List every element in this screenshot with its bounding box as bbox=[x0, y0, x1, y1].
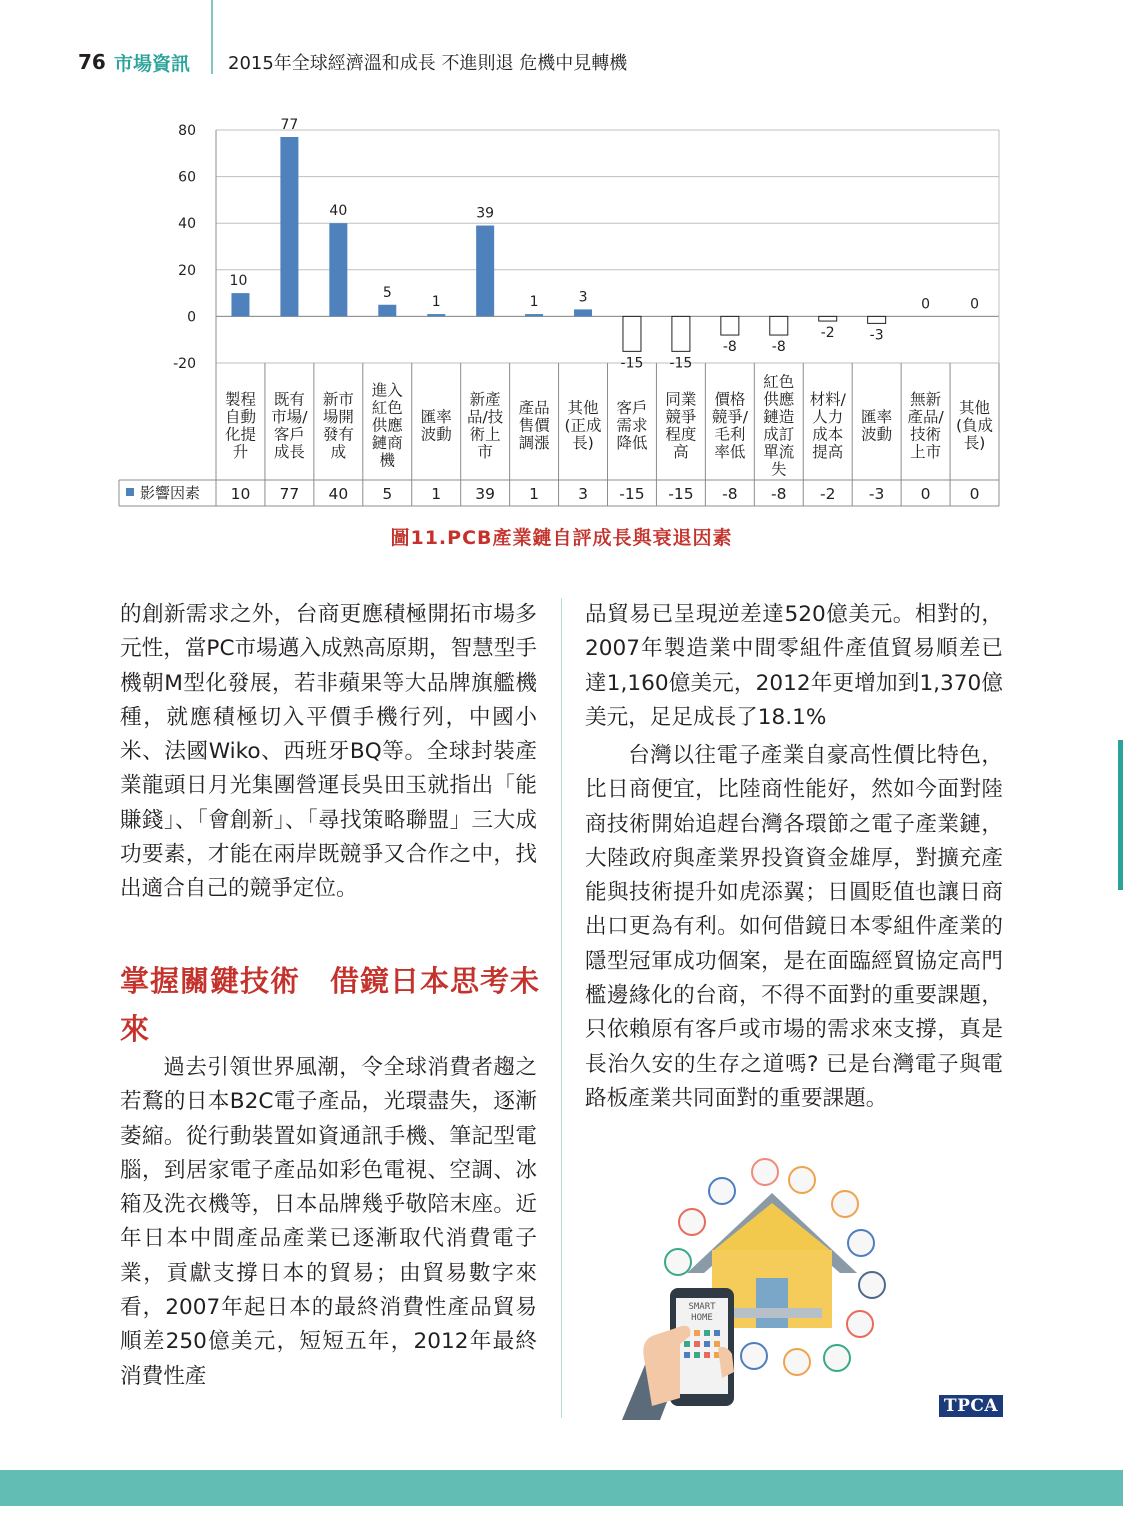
data-label: 77 bbox=[280, 116, 299, 133]
category-label: 機 bbox=[379, 451, 396, 470]
paragraph: 的創新需求之外，台商更應積極開拓市場多元性，當PC市場邁入成熟高原期，智慧型手機朝M型化發展，若非蘋果等大品牌旗艦機種，就應積極切入平價手機行列，中國小米、法國Wiko、西班牙BQ等。全球封裝產業龍頭日月光集團營運長吳田玉就指出「能賺錢」、「會創新」、「尋找策略聯盟」三大成功要素，才能在兩岸既競爭又合作之中，找出適合自己的競爭定位。 bbox=[120, 602, 537, 902]
category-label: 場開 bbox=[322, 407, 354, 426]
phone-text-line1: SMART bbox=[688, 1302, 716, 1312]
legend-label: 影響因素 bbox=[140, 484, 201, 502]
category-label: 製程 bbox=[224, 390, 256, 409]
category-label: 程度 bbox=[665, 425, 697, 444]
category-label: 失 bbox=[771, 460, 787, 479]
category-label: 市 bbox=[477, 442, 493, 461]
category-label: 售價 bbox=[518, 416, 550, 435]
category-label: 自動 bbox=[224, 407, 256, 426]
category-label: 其他 bbox=[959, 399, 991, 417]
right-column-text-b bbox=[585, 739, 1003, 1116]
y-tick-label: 80 bbox=[178, 123, 196, 139]
data-label: -8 bbox=[722, 339, 737, 356]
table-value: -15 bbox=[619, 485, 645, 503]
table-value: -15 bbox=[668, 485, 694, 503]
category-label: 率低 bbox=[714, 442, 746, 461]
category-label: 客戶 bbox=[616, 399, 648, 417]
house-door-icon bbox=[756, 1278, 788, 1328]
shield-icon bbox=[784, 1349, 810, 1375]
section-subheading: 掌握關鍵技術 借鏡日本思考未來 bbox=[120, 964, 541, 1046]
bar bbox=[329, 223, 347, 316]
category-label: 紅色 bbox=[371, 399, 403, 417]
left-column-text-top bbox=[120, 598, 537, 907]
paragraph: 過去引領世界風潮，令全球消費者趨之若鶩的日本B2C電子產品，光環盡失，逐漸萎縮。從行動裝置如資通訊手機、筆記型電腦，到居家電子產品如彩色電視、空調、冰箱及洗衣機等，日本品牌幾乎敬陪末座。近年日本中間產品產業已逐漸取代消費電子業，貢獻支撐日本的貿易；由貿易數字來看，2007年起日本的最終消費性產品貿易順差250億美元，短短五年，2012年最終消費性產 bbox=[120, 1055, 537, 1389]
paragraph: 台灣以往電子產業自豪高性價比特色，比日商便宜，比陸商性能好，然如今面對陸商技術開始追趕台灣各環節之電子產業鏈，大陸政府與產業界投資資金雄厚，對擴充產能與技術提升如虎添翼；日圓貶值也讓日商出口更為有利。如何借鏡日本零組件產業的隱型冠軍成功個案，是在面臨經貿協定高門檻邊緣化的台商，不得不面對的重要課題，只依賴原有客戶或市場的需求來支撐，真是長治久安的生存之道嗎? 已是台灣電子與電路板產業共同面對的重要課題。 bbox=[585, 743, 1003, 1111]
category-label: 單流 bbox=[763, 442, 795, 461]
car-icon bbox=[859, 1272, 885, 1298]
category-label: 化提 bbox=[224, 425, 256, 444]
table-value: 39 bbox=[475, 485, 496, 503]
category-label: 客戶 bbox=[273, 425, 305, 444]
section-name: 市場資訊 bbox=[114, 53, 191, 75]
data-label: 0 bbox=[970, 296, 979, 313]
table-value: -8 bbox=[771, 485, 787, 503]
bar bbox=[770, 316, 788, 335]
figure-caption: 圖11.PCB產業鏈自評成長與衰退因素 bbox=[390, 527, 733, 549]
data-label: 1 bbox=[529, 294, 539, 311]
category-label: 成本 bbox=[812, 425, 844, 444]
category-label: (負成 bbox=[956, 416, 994, 435]
category-label: 價格 bbox=[714, 390, 746, 409]
bar bbox=[427, 314, 445, 316]
category-label: 成 bbox=[330, 442, 347, 461]
table-value: 5 bbox=[382, 485, 393, 503]
paragraph: 品貿易已呈現逆差達520億美元。相對的，2007年製造業中間零組件產值貿易順差已達1,160億美元，2012年更增加到1,370億美元，足足成長了18.1% bbox=[585, 602, 1003, 730]
category-label: 降低 bbox=[616, 434, 648, 452]
y-tick-label: 0 bbox=[187, 309, 196, 326]
category-label: 產品 bbox=[518, 399, 550, 417]
data-label: -3 bbox=[869, 327, 884, 344]
category-label: 技術 bbox=[910, 425, 942, 444]
data-label: -8 bbox=[771, 339, 786, 356]
category-label: 發有 bbox=[322, 425, 354, 444]
data-label: 40 bbox=[329, 203, 348, 220]
bar bbox=[378, 305, 396, 317]
category-label: 需求 bbox=[616, 416, 648, 435]
column-divider bbox=[561, 598, 562, 1418]
category-label: 品/技 bbox=[467, 407, 504, 426]
category-label: 競爭 bbox=[665, 407, 697, 426]
bar bbox=[574, 309, 592, 316]
article-title: 2015年全球經濟溫和成長 不進則退 危機中見轉機 bbox=[228, 53, 628, 74]
category-label: 匯率 bbox=[420, 407, 452, 426]
table-value: 77 bbox=[279, 485, 300, 503]
table-value: 0 bbox=[920, 485, 931, 503]
footer-band bbox=[0, 1470, 1123, 1506]
category-label: (正成 bbox=[564, 416, 602, 435]
data-label: 10 bbox=[229, 273, 248, 290]
data-label: 0 bbox=[921, 296, 931, 313]
category-label: 升 bbox=[232, 442, 249, 461]
category-label: 成訂 bbox=[763, 425, 795, 444]
y-tick-label: 60 bbox=[178, 169, 196, 186]
gauge-icon bbox=[679, 1209, 705, 1235]
edge-tab bbox=[1118, 740, 1123, 890]
data-label: -15 bbox=[620, 355, 644, 372]
table-value: -3 bbox=[868, 485, 885, 503]
y-tick-label: -20 bbox=[173, 356, 196, 372]
table-value: 0 bbox=[969, 485, 980, 503]
house-gable bbox=[714, 1203, 830, 1250]
category-label: 既有 bbox=[273, 390, 305, 409]
table-value: 3 bbox=[578, 485, 588, 503]
category-label: 供應 bbox=[371, 416, 403, 435]
category-label: 新產 bbox=[469, 390, 501, 409]
category-label: 其他 bbox=[567, 399, 599, 417]
data-label: 5 bbox=[382, 284, 392, 301]
category-label: 術上 bbox=[469, 425, 501, 444]
y-tick-label: 40 bbox=[178, 216, 196, 233]
category-label: 鏈商 bbox=[371, 434, 403, 452]
data-label: 1 bbox=[431, 294, 441, 311]
category-label: 波動 bbox=[861, 425, 893, 444]
bar bbox=[672, 316, 690, 351]
category-label: 材料/ bbox=[809, 390, 846, 409]
category-label: 同業 bbox=[665, 390, 697, 409]
y-tick-label: 20 bbox=[178, 262, 196, 279]
smart-home-illustration bbox=[622, 1158, 922, 1420]
category-label: 提高 bbox=[812, 442, 844, 461]
thermometer-icon bbox=[709, 1178, 735, 1204]
category-label: 匯率 bbox=[861, 407, 893, 426]
category-label: 競爭/ bbox=[711, 407, 748, 426]
bar bbox=[476, 226, 494, 317]
table-value: -8 bbox=[722, 485, 738, 503]
header-divider bbox=[211, 0, 213, 74]
category-label: 調漲 bbox=[518, 434, 550, 452]
legend-swatch bbox=[126, 488, 134, 496]
data-label: 3 bbox=[578, 289, 588, 306]
category-label: 產品/ bbox=[907, 407, 944, 426]
bar-chart bbox=[118, 115, 1002, 510]
category-label: 市場/ bbox=[271, 407, 308, 426]
faucet-icon bbox=[847, 1311, 873, 1337]
category-label: 成長 bbox=[273, 442, 305, 461]
left-column-text-bottom bbox=[120, 1051, 537, 1394]
phone-text-line2: HOME bbox=[691, 1313, 713, 1323]
category-label: 進入 bbox=[371, 381, 403, 400]
category-label: 供應 bbox=[763, 390, 795, 409]
category-label: 無新 bbox=[910, 390, 942, 409]
appliance-icon bbox=[741, 1343, 767, 1369]
data-label: -2 bbox=[820, 325, 835, 342]
category-label: 長) bbox=[572, 434, 594, 452]
data-label: 39 bbox=[476, 205, 495, 222]
bar bbox=[868, 316, 886, 323]
table-value: 1 bbox=[431, 485, 442, 503]
bar bbox=[231, 293, 249, 316]
category-label: 新市 bbox=[322, 390, 354, 409]
tpca-credit: TPCA bbox=[939, 1395, 1003, 1417]
bar bbox=[623, 316, 641, 351]
camera-icon bbox=[789, 1167, 815, 1193]
category-label: 長) bbox=[963, 434, 986, 452]
tv-icon bbox=[824, 1345, 850, 1371]
data-label: -15 bbox=[669, 355, 693, 372]
bar bbox=[819, 316, 837, 321]
page-header bbox=[0, 0, 1123, 80]
table-value: -2 bbox=[819, 485, 836, 503]
lock-icon bbox=[665, 1249, 691, 1275]
water-drop-icon bbox=[832, 1191, 858, 1217]
table-value: 1 bbox=[529, 485, 540, 503]
page-number: 76 bbox=[78, 50, 106, 74]
category-label: 高 bbox=[673, 442, 689, 461]
category-label: 上市 bbox=[910, 442, 942, 461]
table-value: 10 bbox=[230, 485, 251, 503]
bar bbox=[721, 316, 739, 335]
bar bbox=[525, 314, 543, 316]
table-value: 40 bbox=[328, 485, 349, 503]
category-label: 毛利 bbox=[714, 425, 746, 444]
category-label: 紅色 bbox=[763, 372, 795, 391]
bar bbox=[280, 137, 298, 316]
category-label: 人力 bbox=[812, 407, 844, 426]
radiator-icon bbox=[848, 1230, 874, 1256]
lightbulb-icon bbox=[752, 1159, 778, 1185]
right-column-text-a bbox=[585, 598, 1003, 735]
category-label: 波動 bbox=[420, 425, 452, 444]
category-label: 鏈造 bbox=[763, 407, 795, 426]
